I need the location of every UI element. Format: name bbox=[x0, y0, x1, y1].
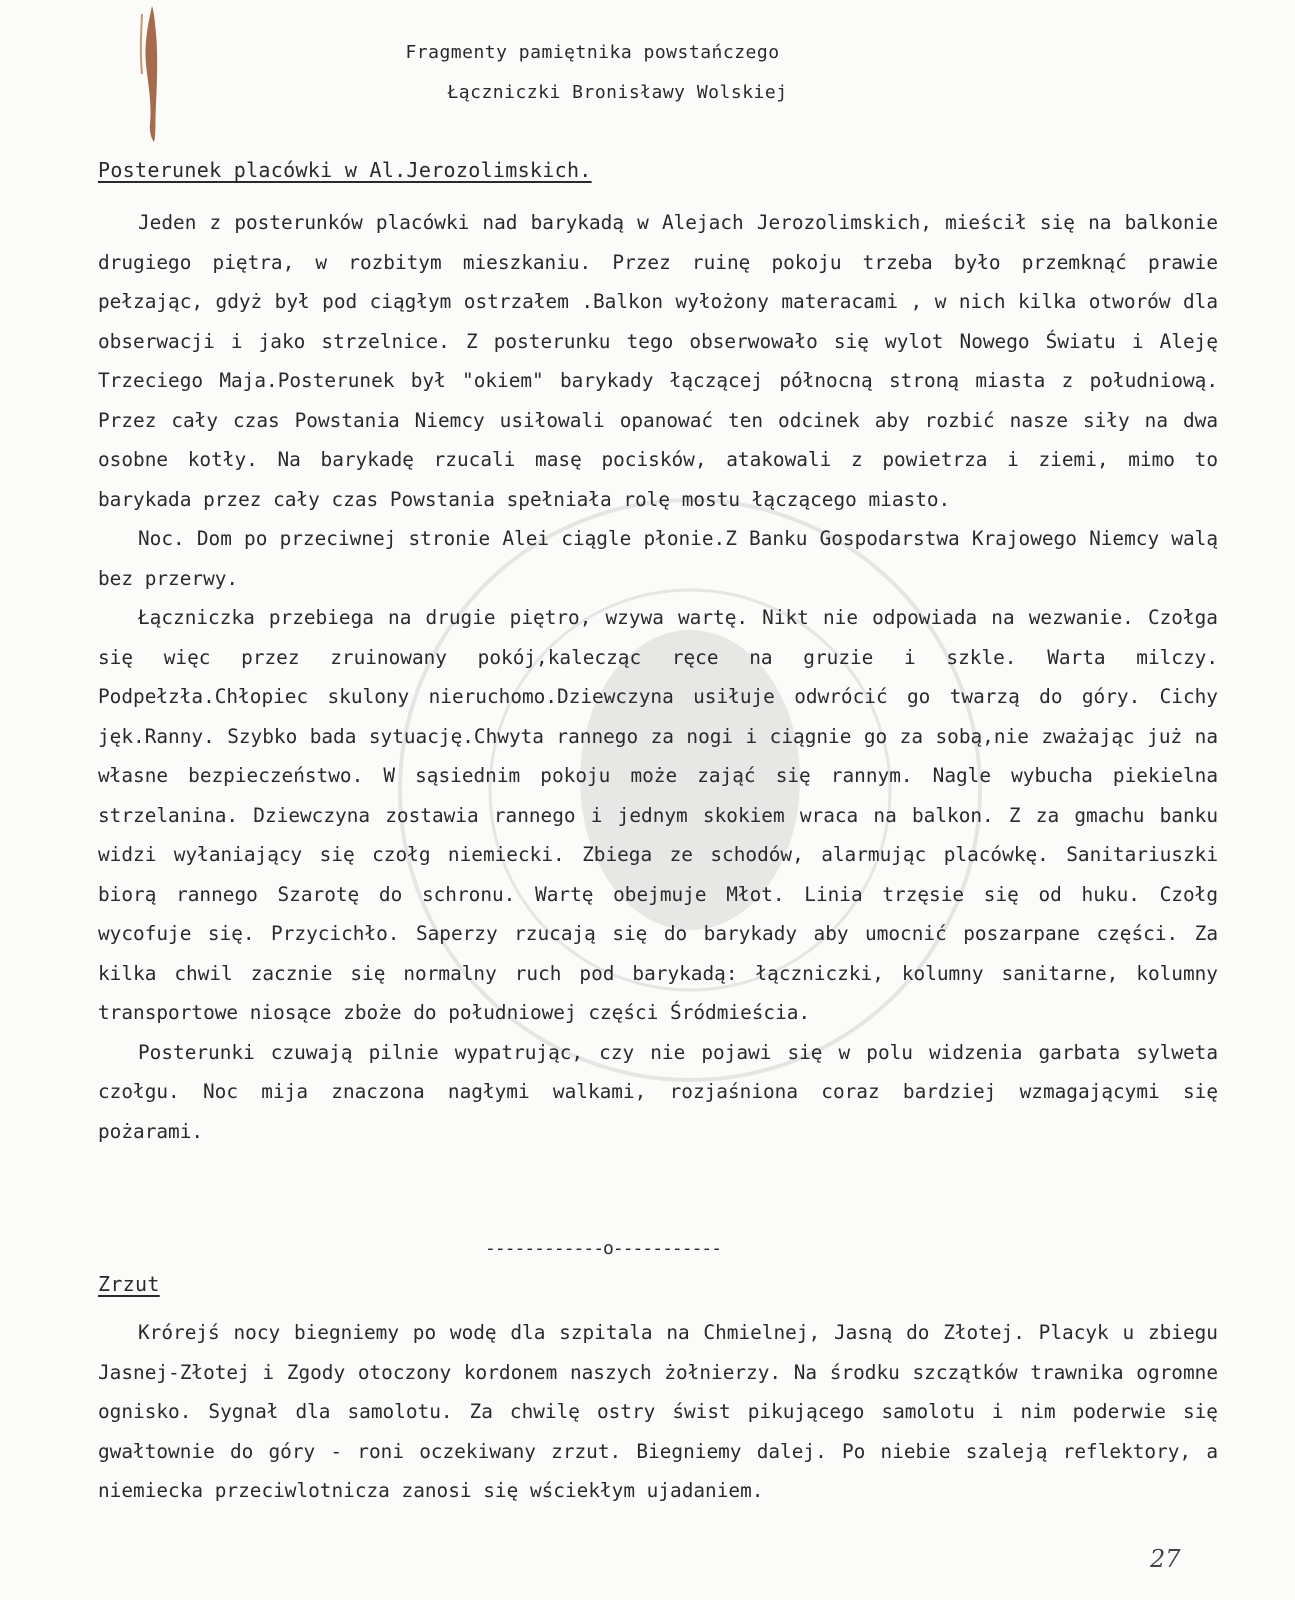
section-body-posterunek bbox=[98, 203, 1218, 1151]
rust-stain-mark bbox=[138, 4, 164, 144]
paragraph: Jeden z posterunków placówki nad barykadą w Alejach Jerozolimskich, mieścił się na balkonie drugiego piętra, w rozbitym mieszkaniu. Przez ruinę pokoju trzeba było przemknąć prawie pełzając, gdyż był pod ciągłym ostrzałem .Balkon wyłożony materacami , w nich kilka otworów dla obserwacji i jako strzelnice. Z posterunku tego obserwowało się wylot Nowego Światu i Aleję Trzeciego Maja.Posterunek był "okiem" barykady łączącej północną stroną miasta z południową. Przez cały czas Powstania Niemcy usiłowali opanować ten odcinek aby rozbić nasze siły na dwa osobne kotły. Na barykadę rzucali masę pocisków, atakowali z powietrza i ziemi, mimo to barykada przez cały czas Powstania spełniała rolę mostu łączącego miasto. bbox=[98, 211, 1218, 511]
document-title-line-1: Fragmenty pamiętnika powstańczego bbox=[405, 42, 780, 63]
document-title-line-2: Łączniczki Bronisławy Wolskiej bbox=[447, 82, 788, 103]
section-divider: ------------o----------- bbox=[485, 1238, 722, 1259]
paragraph: Łączniczka przebiega na drugie piętro, wzywa wartę. Nikt nie odpowiada na wezwanie. Czołga się więc przez zruinowany pokój,kalecząc ręce na gruzie i szkle. Warta milczy. Podpełzła.Chłopiec skulony nieruchomo.Dziewczyna usiłuje odwrócić go twarzą do góry. Cichy jęk.Ranny. Szybko bada sytuację.Chwyta rannego za nogi i ciągnie go za sobą,nie zważając już na własne bezpieczeństwo. W sąsiednim pokoju może zająć się rannym. Nagle wybucha piekielna strzelanina. Dziewczyna zostawia rannego i jednym skokiem wraca na balkon. Z za gmachu banku widzi wyłaniający się czołg niemiecki. Zbiega ze schodów, alarmując placówkę. Sanitariuszki biorą rannego Szarotę do schronu. Wartę obejmuje Młot. Linia trzęsie się od huku. Czołg wycofuje się. Przycichło. Saperzy rzucają się do barykady aby umocnić poszarpane części. Za kilka chwil zacznie się normalny ruch pod barykadą: łączniczki, kolumny sanitarne, kolumny transportowe niosące zboże do południowej części Śródmieścia. bbox=[98, 606, 1218, 1024]
paragraph: Krórejś nocy biegniemy po wodę dla szpitala na Chmielnej, Jasną do Złotej. Placyk u zbiegu Jasnej-Złotej i Zgody otoczony kordonem naszych żołnierzy. Na środku szczątków trawnika ogromne ognisko. Sygnał dla samolotu. Za chwilę ostry świst pikującego samolotu i nim poderwie się gwałtownie do góry - roni oczekiwany zrzut. Biegniemy dalej. Po niebie szaleją reflektory, a niemiecka przeciwlotnicza zanosi się wściekłym ujadaniem. bbox=[98, 1321, 1218, 1502]
page-number: 27 bbox=[1150, 1545, 1181, 1573]
section-heading-posterunek: Posterunek placówki w Al.Jerozolimskich. bbox=[98, 158, 592, 182]
section-heading-zrzut: Zrzut bbox=[98, 1272, 160, 1296]
section-body-zrzut bbox=[98, 1313, 1218, 1511]
paragraph: Posterunki czuwają pilnie wypatrując, czy nie pojawi się w polu widzenia garbata sylweta czołgu. Noc mija znaczona nagłymi walkami, rozjaśniona coraz bardziej wzmagającymi się pożarami. bbox=[98, 1040, 1218, 1143]
paragraph: Noc. Dom po przeciwnej stronie Alei ciągle płonie.Z Banku Gospodarstwa Krajowego Niemcy walą bez przerwy. bbox=[98, 527, 1218, 590]
